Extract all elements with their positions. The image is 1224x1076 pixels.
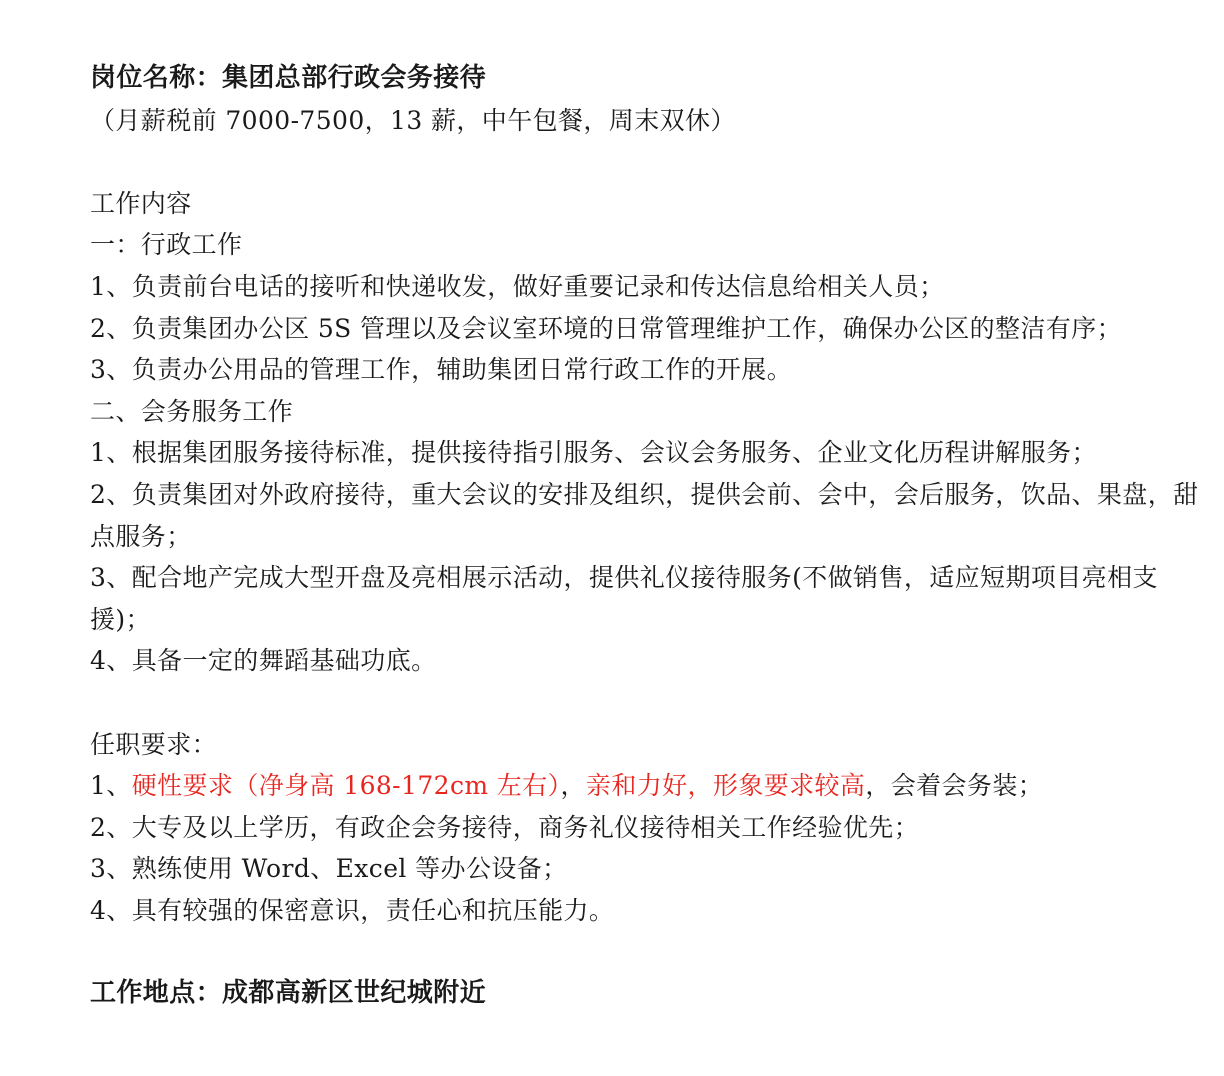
admin-item-1: 1、负责前台电话的接听和快递收发，做好重要记录和传达信息给相关人员； bbox=[90, 271, 945, 301]
requirement-1-prefix: 1、 bbox=[90, 771, 132, 801]
requirements-heading: 任职要求： bbox=[90, 729, 218, 759]
requirement-1-separator: ， bbox=[560, 771, 586, 801]
admin-item-2: 2、负责集团办公区 5S 管理以及会议室环境的日常管理维护工作，确保办公区的整洁有序； bbox=[90, 313, 1123, 343]
salary-note: （月薪税前 7000-7500，13 薪，中午包餐，周末双休） bbox=[90, 105, 736, 135]
conference-item-2: 2、负责集团对外政府接待，重大会议的安排及组织，提供会前、会中，会后服务，饮品、果盘，甜点服务； bbox=[90, 479, 1199, 551]
conference-item-1: 1、根据集团服务接待标准，提供接待指引服务、会议会务服务、企业文化历程讲解服务； bbox=[90, 438, 1097, 468]
job-posting-document bbox=[90, 58, 1216, 1015]
spacer bbox=[90, 141, 1216, 183]
admin-item-3: 3、负责办公用品的管理工作，辅助集团日常行政工作的开展。 bbox=[90, 355, 793, 385]
conference-item-3: 3、配合地产完成大型开盘及亮相展示活动，提供礼仪接待服务(不做销售，适应短期项目亮相支援)； bbox=[90, 563, 1158, 634]
height-requirement: 硬性要求（净身高 168-172cm 左右） bbox=[131, 771, 561, 801]
work-location: 工作地点：成都高新区世纪城附近 bbox=[90, 978, 487, 1009]
image-requirement: 亲和力好，形象要求较高 bbox=[585, 771, 866, 801]
requirement-item-4: 4、具有较强的保密意识，责任心和抗压能力。 bbox=[90, 895, 615, 925]
requirement-item-2: 2、大专及以上学历，有政企会务接待，商务礼仪接待相关工作经验优先； bbox=[90, 812, 920, 842]
conference-section-heading: 二、会务服务工作 bbox=[90, 396, 294, 426]
spacer bbox=[90, 682, 1216, 724]
requirement-item-3: 3、熟练使用 Word、Excel 等办公设备； bbox=[90, 854, 568, 884]
requirement-1-suffix: ，会着会务装； bbox=[865, 771, 1044, 801]
requirement-item-1 bbox=[90, 765, 1216, 807]
job-title: 岗位名称：集团总部行政会务接待 bbox=[90, 63, 487, 93]
spacer bbox=[90, 931, 1216, 973]
admin-section-heading: 一：行政工作 bbox=[90, 230, 243, 260]
work-content-heading: 工作内容 bbox=[90, 188, 192, 218]
conference-item-4: 4、具备一定的舞蹈基础功底。 bbox=[90, 646, 437, 676]
